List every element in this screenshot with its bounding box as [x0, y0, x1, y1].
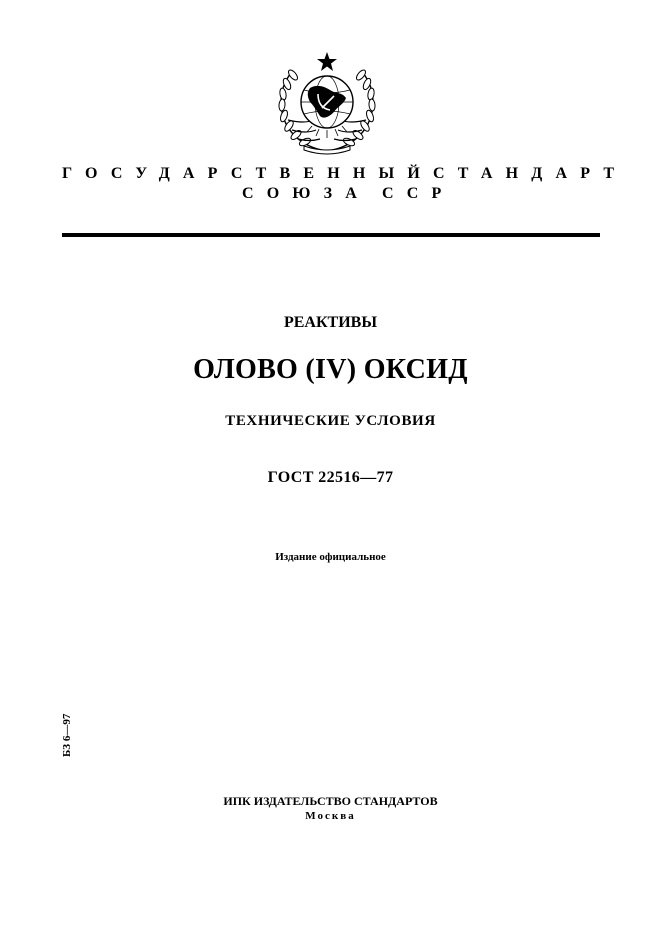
standard-header-line: [62, 164, 628, 184]
gost-number: ГОСТ 22516—77: [267, 469, 394, 486]
header-word-state: ГОСУДАРСТВЕННЫЙ: [62, 165, 434, 182]
header-divider: [62, 233, 600, 237]
side-code: БЗ 6—97: [61, 713, 73, 757]
edition-note: Издание официальное: [275, 551, 386, 563]
header-word-standard: СТАНДАРТ: [433, 165, 628, 182]
document-title: ОЛОВО (IV) ОКСИД: [193, 354, 468, 385]
header-word-ussr: ССР: [382, 185, 455, 202]
ussr-coat-of-arms-icon: [274, 50, 380, 158]
document-subtitle: ТЕХНИЧЕСКИЕ УСЛОВИЯ: [225, 413, 436, 429]
publisher: ИПК ИЗДАТЕЛЬСТВО СТАНДАРТОВ: [223, 794, 438, 808]
document-category: РЕАКТИВЫ: [283, 314, 378, 331]
union-header-line: [242, 184, 455, 204]
header-word-union: СОЮЗА: [242, 185, 371, 202]
city: Москва: [305, 810, 356, 822]
